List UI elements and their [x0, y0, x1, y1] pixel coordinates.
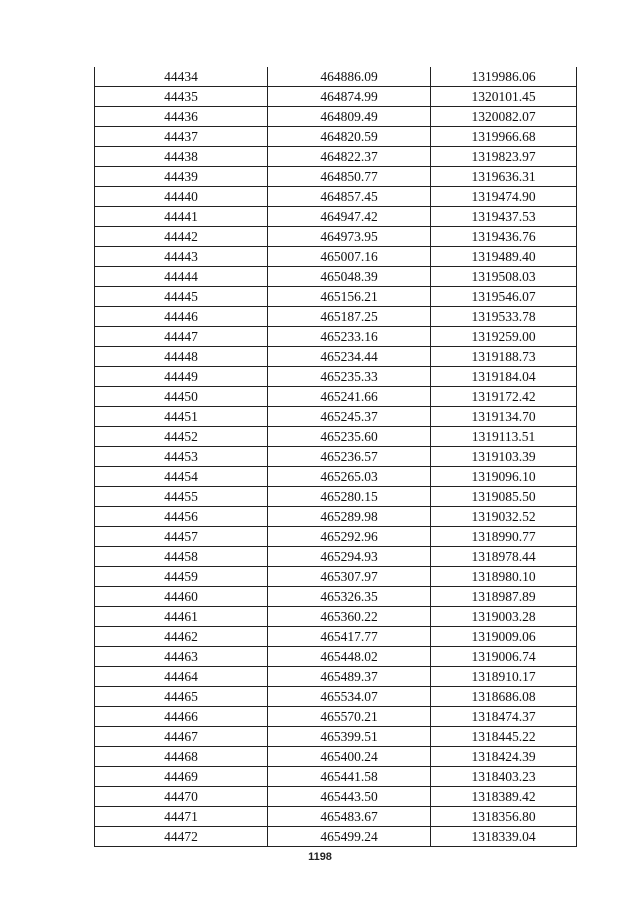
point-id-cell: 44438 — [95, 147, 268, 167]
point-id-cell: 44467 — [95, 727, 268, 747]
point-id-cell: 44445 — [95, 287, 268, 307]
x-coordinate-cell: 464820.59 — [268, 127, 431, 147]
y-coordinate-cell: 1319966.68 — [431, 127, 577, 147]
table-row — [95, 287, 577, 307]
y-coordinate-cell: 1319636.31 — [431, 167, 577, 187]
y-coordinate-cell: 1319113.51 — [431, 427, 577, 447]
y-coordinate-cell: 1319436.76 — [431, 227, 577, 247]
point-id-cell: 44452 — [95, 427, 268, 447]
x-coordinate-cell: 465360.22 — [268, 607, 431, 627]
x-coordinate-cell: 465326.35 — [268, 587, 431, 607]
y-coordinate-cell: 1318474.37 — [431, 707, 577, 727]
y-coordinate-cell: 1319103.39 — [431, 447, 577, 467]
point-id-cell: 44453 — [95, 447, 268, 467]
table-row — [95, 147, 577, 167]
y-coordinate-cell: 1319437.53 — [431, 207, 577, 227]
x-coordinate-cell: 464850.77 — [268, 167, 431, 187]
y-coordinate-cell: 1319006.74 — [431, 647, 577, 667]
table-row — [95, 687, 577, 707]
point-id-cell: 44451 — [95, 407, 268, 427]
table-row — [95, 367, 577, 387]
y-coordinate-cell: 1319009.06 — [431, 627, 577, 647]
x-coordinate-cell: 465294.93 — [268, 547, 431, 567]
y-coordinate-cell: 1319032.52 — [431, 507, 577, 527]
table-row — [95, 707, 577, 727]
table-row — [95, 767, 577, 787]
y-coordinate-cell: 1318339.04 — [431, 827, 577, 847]
y-coordinate-cell: 1319986.06 — [431, 67, 577, 87]
table-row — [95, 467, 577, 487]
point-id-cell: 44459 — [95, 567, 268, 587]
point-id-cell: 44464 — [95, 667, 268, 687]
y-coordinate-cell: 1319003.28 — [431, 607, 577, 627]
point-id-cell: 44437 — [95, 127, 268, 147]
x-coordinate-cell: 465007.16 — [268, 247, 431, 267]
y-coordinate-cell: 1320101.45 — [431, 87, 577, 107]
table-row — [95, 527, 577, 547]
point-id-cell: 44471 — [95, 807, 268, 827]
y-coordinate-cell: 1319096.10 — [431, 467, 577, 487]
point-id-cell: 44465 — [95, 687, 268, 707]
table-row — [95, 507, 577, 527]
point-id-cell: 44441 — [95, 207, 268, 227]
point-id-cell: 44448 — [95, 347, 268, 367]
point-id-cell: 44469 — [95, 767, 268, 787]
x-coordinate-cell: 465292.96 — [268, 527, 431, 547]
y-coordinate-cell: 1320082.07 — [431, 107, 577, 127]
x-coordinate-cell: 464874.99 — [268, 87, 431, 107]
y-coordinate-cell: 1319188.73 — [431, 347, 577, 367]
point-id-cell: 44472 — [95, 827, 268, 847]
table-row — [95, 547, 577, 567]
x-coordinate-cell: 464973.95 — [268, 227, 431, 247]
table-row — [95, 587, 577, 607]
x-coordinate-cell: 465443.50 — [268, 787, 431, 807]
y-coordinate-cell: 1318980.10 — [431, 567, 577, 587]
y-coordinate-cell: 1319546.07 — [431, 287, 577, 307]
y-coordinate-cell: 1318686.08 — [431, 687, 577, 707]
point-id-cell: 44443 — [95, 247, 268, 267]
point-id-cell: 44470 — [95, 787, 268, 807]
x-coordinate-cell: 465265.03 — [268, 467, 431, 487]
y-coordinate-cell: 1319474.90 — [431, 187, 577, 207]
point-id-cell: 44447 — [95, 327, 268, 347]
point-id-cell: 44456 — [95, 507, 268, 527]
x-coordinate-cell: 465448.02 — [268, 647, 431, 667]
page-number: 1198 — [308, 851, 332, 863]
y-coordinate-cell: 1319172.42 — [431, 387, 577, 407]
y-coordinate-cell: 1319184.04 — [431, 367, 577, 387]
table-row — [95, 667, 577, 687]
table-row — [95, 227, 577, 247]
x-coordinate-cell: 465499.24 — [268, 827, 431, 847]
x-coordinate-cell: 465236.57 — [268, 447, 431, 467]
y-coordinate-cell: 1319823.97 — [431, 147, 577, 167]
table-row — [95, 307, 577, 327]
point-id-cell: 44439 — [95, 167, 268, 187]
table-row — [95, 107, 577, 127]
point-id-cell: 44446 — [95, 307, 268, 327]
y-coordinate-cell: 1319085.50 — [431, 487, 577, 507]
y-coordinate-cell: 1319533.78 — [431, 307, 577, 327]
point-id-cell: 44454 — [95, 467, 268, 487]
table-row — [95, 87, 577, 107]
coordinate-table-body — [95, 67, 577, 847]
x-coordinate-cell: 465048.39 — [268, 267, 431, 287]
table-row — [95, 187, 577, 207]
table-row — [95, 567, 577, 587]
y-coordinate-cell: 1318987.89 — [431, 587, 577, 607]
point-id-cell: 44457 — [95, 527, 268, 547]
x-coordinate-cell: 464886.09 — [268, 67, 431, 87]
y-coordinate-cell: 1319134.70 — [431, 407, 577, 427]
table-row — [95, 727, 577, 747]
table-row — [95, 207, 577, 227]
point-id-cell: 44462 — [95, 627, 268, 647]
y-coordinate-cell: 1319489.40 — [431, 247, 577, 267]
point-id-cell: 44468 — [95, 747, 268, 767]
y-coordinate-cell: 1318356.80 — [431, 807, 577, 827]
x-coordinate-cell: 465241.66 — [268, 387, 431, 407]
point-id-cell: 44440 — [95, 187, 268, 207]
x-coordinate-cell: 465441.58 — [268, 767, 431, 787]
x-coordinate-cell: 465235.33 — [268, 367, 431, 387]
coordinate-table — [94, 67, 577, 847]
table-row — [95, 487, 577, 507]
x-coordinate-cell: 465187.25 — [268, 307, 431, 327]
point-id-cell: 44460 — [95, 587, 268, 607]
table-row — [95, 127, 577, 147]
y-coordinate-cell: 1319259.00 — [431, 327, 577, 347]
x-coordinate-cell: 465489.37 — [268, 667, 431, 687]
table-row — [95, 247, 577, 267]
point-id-cell: 44455 — [95, 487, 268, 507]
x-coordinate-cell: 465399.51 — [268, 727, 431, 747]
x-coordinate-cell: 465235.60 — [268, 427, 431, 447]
table-row — [95, 427, 577, 447]
table-row — [95, 327, 577, 347]
table-row — [95, 167, 577, 187]
y-coordinate-cell: 1318990.77 — [431, 527, 577, 547]
point-id-cell: 44461 — [95, 607, 268, 627]
x-coordinate-cell: 464947.42 — [268, 207, 431, 227]
point-id-cell: 44458 — [95, 547, 268, 567]
table-row — [95, 807, 577, 827]
table-row — [95, 647, 577, 667]
point-id-cell: 44466 — [95, 707, 268, 727]
x-coordinate-cell: 465483.67 — [268, 807, 431, 827]
x-coordinate-cell: 465534.07 — [268, 687, 431, 707]
table-row — [95, 607, 577, 627]
x-coordinate-cell: 465400.24 — [268, 747, 431, 767]
table-row — [95, 347, 577, 367]
x-coordinate-cell: 465307.97 — [268, 567, 431, 587]
y-coordinate-cell: 1318978.44 — [431, 547, 577, 567]
table-row — [95, 827, 577, 847]
x-coordinate-cell: 465156.21 — [268, 287, 431, 307]
y-coordinate-cell: 1318403.23 — [431, 767, 577, 787]
x-coordinate-cell: 465289.98 — [268, 507, 431, 527]
y-coordinate-cell: 1319508.03 — [431, 267, 577, 287]
point-id-cell: 44442 — [95, 227, 268, 247]
point-id-cell: 44435 — [95, 87, 268, 107]
point-id-cell: 44449 — [95, 367, 268, 387]
table-row — [95, 447, 577, 467]
x-coordinate-cell: 465570.21 — [268, 707, 431, 727]
y-coordinate-cell: 1318424.39 — [431, 747, 577, 767]
table-row — [95, 787, 577, 807]
x-coordinate-cell: 465245.37 — [268, 407, 431, 427]
x-coordinate-cell: 464809.49 — [268, 107, 431, 127]
point-id-cell: 44450 — [95, 387, 268, 407]
x-coordinate-cell: 465417.77 — [268, 627, 431, 647]
table-row — [95, 267, 577, 287]
x-coordinate-cell: 464822.37 — [268, 147, 431, 167]
y-coordinate-cell: 1318389.42 — [431, 787, 577, 807]
y-coordinate-cell: 1318910.17 — [431, 667, 577, 687]
point-id-cell: 44436 — [95, 107, 268, 127]
table-row — [95, 67, 577, 87]
x-coordinate-cell: 465280.15 — [268, 487, 431, 507]
x-coordinate-cell: 465234.44 — [268, 347, 431, 367]
table-row — [95, 747, 577, 767]
point-id-cell: 44434 — [95, 67, 268, 87]
table-row — [95, 407, 577, 427]
x-coordinate-cell: 464857.45 — [268, 187, 431, 207]
table-row — [95, 627, 577, 647]
table-row — [95, 387, 577, 407]
point-id-cell: 44463 — [95, 647, 268, 667]
point-id-cell: 44444 — [95, 267, 268, 287]
x-coordinate-cell: 465233.16 — [268, 327, 431, 347]
y-coordinate-cell: 1318445.22 — [431, 727, 577, 747]
